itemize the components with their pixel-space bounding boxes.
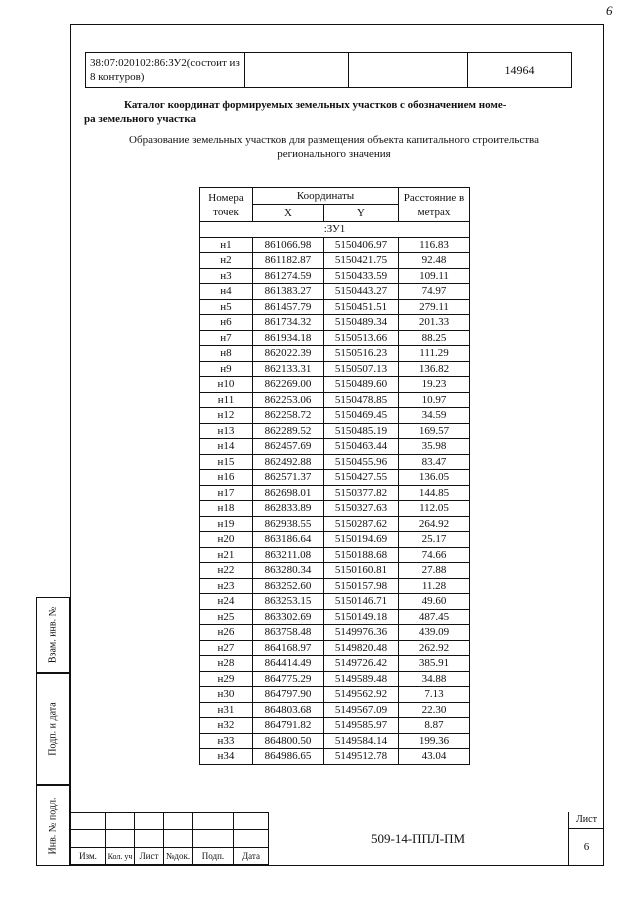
cell-y: 5150287.62 bbox=[324, 516, 399, 532]
table-row bbox=[200, 749, 470, 765]
cell-x: 862258.72 bbox=[253, 408, 324, 424]
cell-point: н21 bbox=[200, 547, 253, 563]
cell-x: 863280.34 bbox=[253, 563, 324, 579]
cell-y: 5149589.48 bbox=[324, 671, 399, 687]
table-row bbox=[200, 237, 470, 253]
cell-y: 5150377.82 bbox=[324, 485, 399, 501]
cell-y: 5150433.59 bbox=[324, 268, 399, 284]
cell-distance: 262.92 bbox=[399, 640, 470, 656]
cell-x: 864800.50 bbox=[253, 733, 324, 749]
cell-distance: 74.97 bbox=[399, 284, 470, 300]
section-row: :ЗУ1 bbox=[200, 222, 470, 238]
table-row bbox=[200, 439, 470, 455]
cell-point: н10 bbox=[200, 377, 253, 393]
side-label-podp: Подп. и дата bbox=[47, 702, 59, 756]
cell-x: 861182.87 bbox=[253, 253, 324, 269]
cell-distance: 34.88 bbox=[399, 671, 470, 687]
cell-distance: 111.29 bbox=[399, 346, 470, 362]
cell-y: 5150149.18 bbox=[324, 609, 399, 625]
table-row bbox=[200, 253, 470, 269]
cell-distance: 19.23 bbox=[399, 377, 470, 393]
cell-x: 862833.89 bbox=[253, 501, 324, 517]
table-row bbox=[200, 423, 470, 439]
cell-x: 862938.55 bbox=[253, 516, 324, 532]
table-row bbox=[200, 578, 470, 594]
cell-y: 5149512.78 bbox=[324, 749, 399, 765]
cell-x: 862269.00 bbox=[253, 377, 324, 393]
cell-point: н7 bbox=[200, 330, 253, 346]
stamp-podp: Подп. bbox=[193, 848, 234, 865]
col-header-y: Y bbox=[324, 205, 399, 222]
cell-y: 5150516.23 bbox=[324, 346, 399, 362]
cell-y: 5150443.27 bbox=[324, 284, 399, 300]
cell-point: н11 bbox=[200, 392, 253, 408]
cell-point: н18 bbox=[200, 501, 253, 517]
cell-point: н24 bbox=[200, 594, 253, 610]
cell-distance: 199.36 bbox=[399, 733, 470, 749]
table-row bbox=[200, 361, 470, 377]
cell-x: 864797.90 bbox=[253, 687, 324, 703]
cell-point: н29 bbox=[200, 671, 253, 687]
cell-x: 862133.31 bbox=[253, 361, 324, 377]
cell-point: н16 bbox=[200, 470, 253, 486]
cell-distance: 116.83 bbox=[399, 237, 470, 253]
cell-point: н22 bbox=[200, 563, 253, 579]
side-box-podp bbox=[36, 673, 70, 785]
cell-point: н20 bbox=[200, 532, 253, 548]
side-box-vzam bbox=[36, 597, 70, 673]
cell-y: 5150463.44 bbox=[324, 439, 399, 455]
cell-y: 5149584.14 bbox=[324, 733, 399, 749]
cell-y: 5149562.92 bbox=[324, 687, 399, 703]
sheet-number: 6 bbox=[583, 841, 590, 853]
cell-y: 5149585.97 bbox=[324, 718, 399, 734]
table-row bbox=[200, 501, 470, 517]
cell-y: 5150507.13 bbox=[324, 361, 399, 377]
cell-x: 862022.39 bbox=[253, 346, 324, 362]
cell-y: 5150421.75 bbox=[324, 253, 399, 269]
cell-x: 861734.32 bbox=[253, 315, 324, 331]
cell-point: н3 bbox=[200, 268, 253, 284]
cell-point: н31 bbox=[200, 702, 253, 718]
cell-point: н32 bbox=[200, 718, 253, 734]
cell-y: 5150406.97 bbox=[324, 237, 399, 253]
cell-distance: 34.59 bbox=[399, 408, 470, 424]
cell-point: н8 bbox=[200, 346, 253, 362]
cell-distance: 7.13 bbox=[399, 687, 470, 703]
cell-point: н5 bbox=[200, 299, 253, 315]
table-row bbox=[200, 563, 470, 579]
cell-point: н26 bbox=[200, 625, 253, 641]
table-row bbox=[200, 640, 470, 656]
cell-distance: 11.28 bbox=[399, 578, 470, 594]
cell-distance: 83.47 bbox=[399, 454, 470, 470]
cell-x: 862253.06 bbox=[253, 392, 324, 408]
table-row bbox=[200, 656, 470, 672]
cell-y: 5150451.51 bbox=[324, 299, 399, 315]
area-cell: 14964 bbox=[468, 53, 572, 88]
col-header-x: X bbox=[253, 205, 324, 222]
cell-distance: 385.91 bbox=[399, 656, 470, 672]
cell-distance: 43.04 bbox=[399, 749, 470, 765]
stamp-kol: Кол. уч bbox=[106, 848, 135, 865]
cell-y: 5149976.36 bbox=[324, 625, 399, 641]
cell-distance: 8.87 bbox=[399, 718, 470, 734]
cell-distance: 439.09 bbox=[399, 625, 470, 641]
cell-x: 861934.18 bbox=[253, 330, 324, 346]
table-row bbox=[200, 299, 470, 315]
cell-distance: 35.98 bbox=[399, 439, 470, 455]
cell-y: 5150327.63 bbox=[324, 501, 399, 517]
cell-point: н17 bbox=[200, 485, 253, 501]
table-row bbox=[200, 594, 470, 610]
table-row bbox=[200, 687, 470, 703]
stamp-izm: Изм. bbox=[71, 848, 106, 865]
cell-y: 5150188.68 bbox=[324, 547, 399, 563]
cell-distance: 25.17 bbox=[399, 532, 470, 548]
cell-distance: 487.45 bbox=[399, 609, 470, 625]
document-code: 509-14-ППЛ-ПМ bbox=[370, 831, 466, 846]
cell-x: 864168.97 bbox=[253, 640, 324, 656]
stamp-grid bbox=[70, 812, 269, 865]
table-row bbox=[200, 516, 470, 532]
table-row bbox=[200, 392, 470, 408]
table-row bbox=[200, 702, 470, 718]
table-row bbox=[200, 671, 470, 687]
cell-distance: 136.05 bbox=[399, 470, 470, 486]
cell-point: н28 bbox=[200, 656, 253, 672]
cell-distance: 10.97 bbox=[399, 392, 470, 408]
cell-distance: 92.48 bbox=[399, 253, 470, 269]
cell-x: 863252.60 bbox=[253, 578, 324, 594]
col-header-coords: Координаты bbox=[253, 188, 399, 205]
cell-distance: 144.85 bbox=[399, 485, 470, 501]
cell-x: 864414.49 bbox=[253, 656, 324, 672]
cell-point: н23 bbox=[200, 578, 253, 594]
table-row bbox=[200, 532, 470, 548]
cell-distance: 88.25 bbox=[399, 330, 470, 346]
cell-point: н12 bbox=[200, 408, 253, 424]
cadastral-cell: 38:07:020102:86:ЗУ2(состоит из 8 контуров) bbox=[86, 53, 245, 88]
cell-point: н4 bbox=[200, 284, 253, 300]
cell-distance: 136.82 bbox=[399, 361, 470, 377]
stamp-list: Лист bbox=[135, 848, 164, 865]
cell-y: 5150489.34 bbox=[324, 315, 399, 331]
table-row bbox=[200, 346, 470, 362]
cell-y: 5150455.96 bbox=[324, 454, 399, 470]
page-number-mark: 6 bbox=[606, 3, 613, 18]
coordinates-table bbox=[199, 187, 470, 765]
cell-y: 5150194.69 bbox=[324, 532, 399, 548]
cell-x: 861066.98 bbox=[253, 237, 324, 253]
cell-y: 5150146.71 bbox=[324, 594, 399, 610]
cell-point: н2 bbox=[200, 253, 253, 269]
cell-y: 5149820.48 bbox=[324, 640, 399, 656]
side-label-inv: Инв. № подл. bbox=[47, 797, 59, 854]
empty-cell-1 bbox=[245, 53, 349, 88]
cell-x: 862571.37 bbox=[253, 470, 324, 486]
heading-line-1: Каталог координат формируемых земельных участков с обозначением номе- bbox=[124, 99, 507, 111]
cell-point: н27 bbox=[200, 640, 253, 656]
cell-x: 863302.69 bbox=[253, 609, 324, 625]
sheet-label: Лист bbox=[569, 812, 604, 829]
cell-x: 863211.08 bbox=[253, 547, 324, 563]
table-row bbox=[200, 733, 470, 749]
subheading-line-2: регионального значения bbox=[277, 148, 391, 160]
cell-x: 863758.48 bbox=[253, 625, 324, 641]
cell-x: 864986.65 bbox=[253, 749, 324, 765]
cell-distance: 49.60 bbox=[399, 594, 470, 610]
cell-y: 5150157.98 bbox=[324, 578, 399, 594]
cell-y: 5150489.60 bbox=[324, 377, 399, 393]
table-row bbox=[200, 485, 470, 501]
cell-point: н34 bbox=[200, 749, 253, 765]
cell-point: н13 bbox=[200, 423, 253, 439]
table-row bbox=[200, 284, 470, 300]
cell-point: н6 bbox=[200, 315, 253, 331]
cell-distance: 27.88 bbox=[399, 563, 470, 579]
cell-y: 5149726.42 bbox=[324, 656, 399, 672]
previous-row-table bbox=[85, 52, 572, 88]
table-row bbox=[200, 330, 470, 346]
side-label-vzam: Взам. инв. № bbox=[47, 606, 59, 664]
cell-point: н1 bbox=[200, 237, 253, 253]
cell-distance: 169.57 bbox=[399, 423, 470, 439]
cell-distance: 201.33 bbox=[399, 315, 470, 331]
side-box-inv bbox=[36, 785, 70, 866]
col-header-distance: Расстояние в метрах bbox=[399, 188, 470, 222]
stamp-data: Дата bbox=[234, 848, 269, 865]
cell-y: 5150469.45 bbox=[324, 408, 399, 424]
table-row bbox=[200, 454, 470, 470]
cell-point: н19 bbox=[200, 516, 253, 532]
stamp-ndok: №док. bbox=[164, 848, 193, 865]
catalog-subheading bbox=[84, 133, 584, 161]
cell-y: 5150485.19 bbox=[324, 423, 399, 439]
cell-x: 861274.59 bbox=[253, 268, 324, 284]
cell-point: н15 bbox=[200, 454, 253, 470]
cell-y: 5150478.85 bbox=[324, 392, 399, 408]
table-row bbox=[200, 470, 470, 486]
table-row bbox=[200, 625, 470, 641]
cell-point: н30 bbox=[200, 687, 253, 703]
table-row bbox=[200, 609, 470, 625]
cell-distance: 112.05 bbox=[399, 501, 470, 517]
cell-distance: 279.11 bbox=[399, 299, 470, 315]
cell-x: 864803.68 bbox=[253, 702, 324, 718]
cell-y: 5150160.81 bbox=[324, 563, 399, 579]
cell-point: н25 bbox=[200, 609, 253, 625]
cell-point: н14 bbox=[200, 439, 253, 455]
table-row bbox=[200, 315, 470, 331]
cell-distance: 109.11 bbox=[399, 268, 470, 284]
cell-x: 862698.01 bbox=[253, 485, 324, 501]
col-header-points: Номера точек bbox=[200, 188, 253, 222]
subheading-line-1: Образование земельных участков для размещения объекта капитального строительства bbox=[129, 134, 539, 146]
cell-distance: 264.92 bbox=[399, 516, 470, 532]
cell-x: 861383.27 bbox=[253, 284, 324, 300]
cell-x: 862492.88 bbox=[253, 454, 324, 470]
cell-x: 863186.64 bbox=[253, 532, 324, 548]
cell-x: 862457.69 bbox=[253, 439, 324, 455]
empty-cell-2 bbox=[349, 53, 468, 88]
table-row bbox=[200, 377, 470, 393]
table-row bbox=[200, 268, 470, 284]
table-row bbox=[200, 547, 470, 563]
table-row bbox=[200, 718, 470, 734]
cell-point: н9 bbox=[200, 361, 253, 377]
cell-y: 5149567.09 bbox=[324, 702, 399, 718]
cell-x: 862289.52 bbox=[253, 423, 324, 439]
cell-x: 864791.82 bbox=[253, 718, 324, 734]
heading-line-2: ра земельного участка bbox=[84, 113, 197, 125]
cell-point: н33 bbox=[200, 733, 253, 749]
sheet-box bbox=[568, 812, 604, 866]
cell-x: 863253.15 bbox=[253, 594, 324, 610]
cell-y: 5150513.66 bbox=[324, 330, 399, 346]
cell-x: 861457.79 bbox=[253, 299, 324, 315]
cell-distance: 22.30 bbox=[399, 702, 470, 718]
table-row bbox=[200, 408, 470, 424]
cell-x: 864775.29 bbox=[253, 671, 324, 687]
cell-distance: 74.66 bbox=[399, 547, 470, 563]
cell-y: 5150427.55 bbox=[324, 470, 399, 486]
catalog-heading bbox=[84, 98, 584, 126]
